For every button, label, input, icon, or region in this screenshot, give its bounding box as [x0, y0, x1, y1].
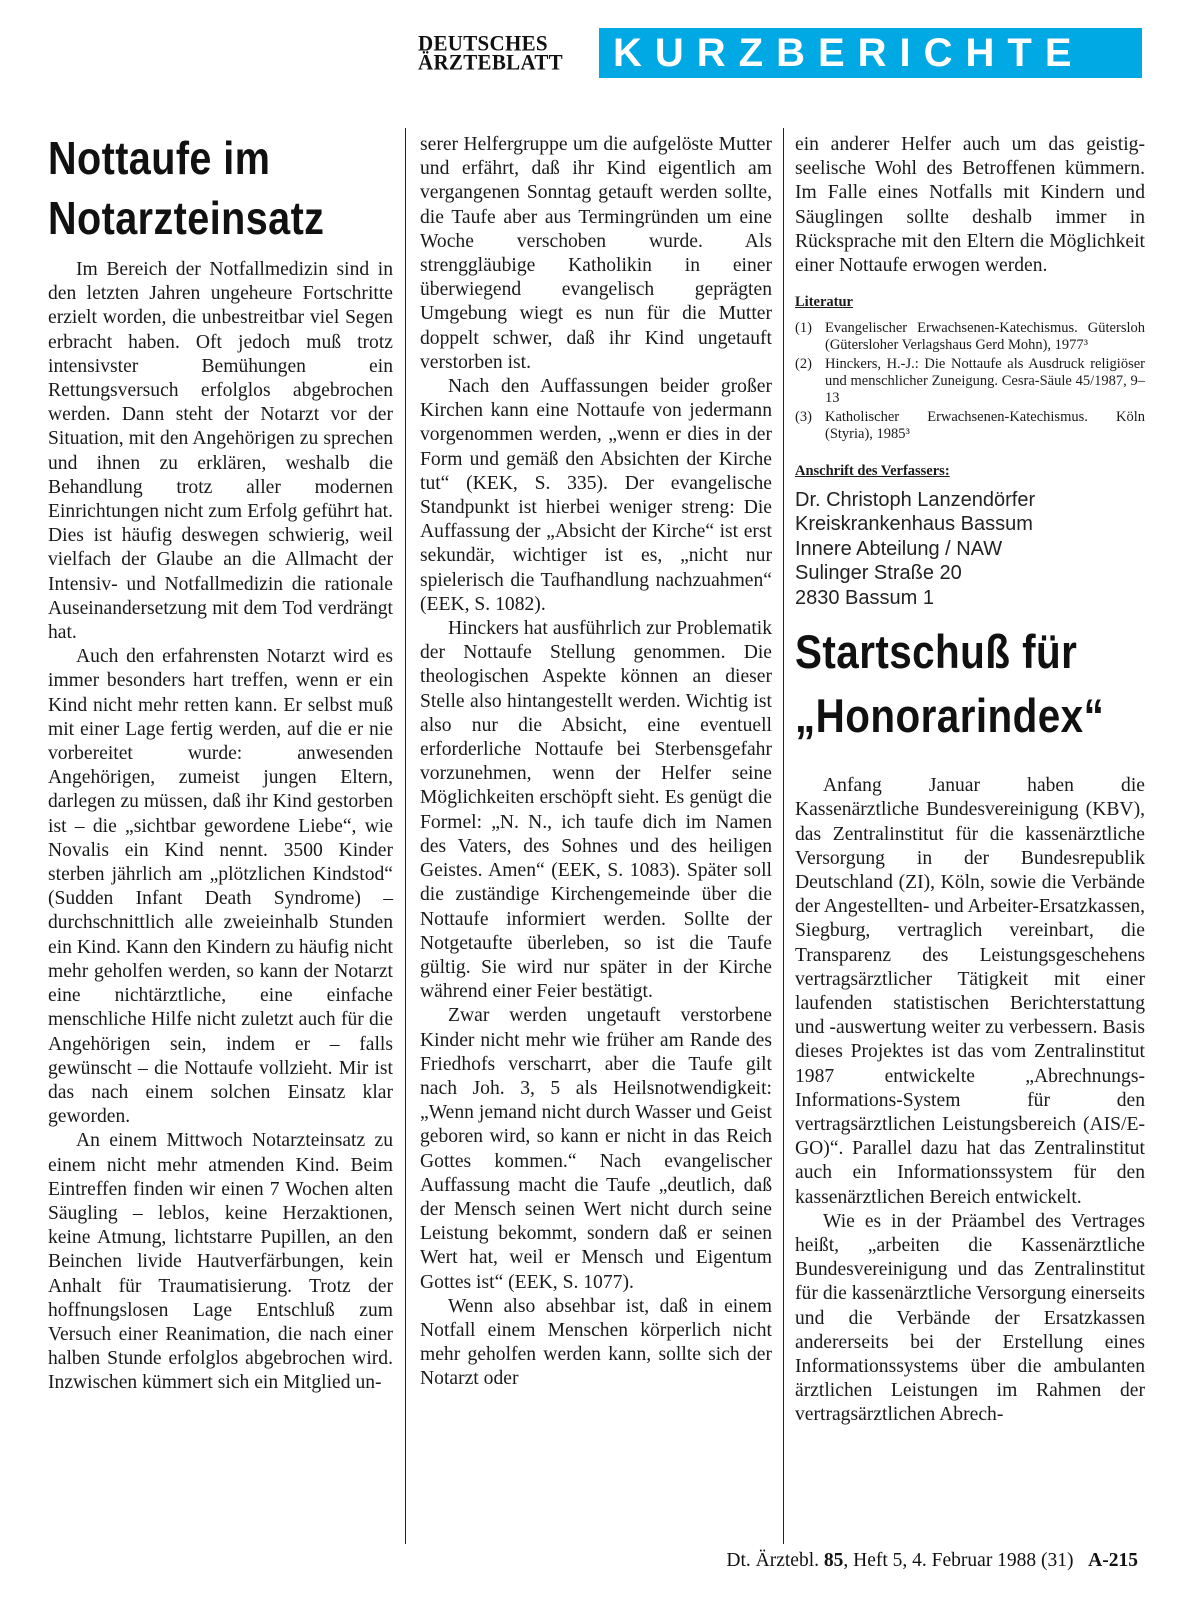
literature-number: (1)	[795, 320, 812, 337]
literature-number: (2)	[795, 356, 812, 373]
paragraph: An einem Mittwoch Notarzteinsatz zu einem nicht mehr atmenden Kind. Beim Eintreffen finden wir einen 7 Wochen alten Säugling – leblos, keine Herzaktionen, keine Atmung, lichtstarre Pupillen, an den Beinchen livide Hautverfärbungen, kein Anhalt für Traumatisierung. Trotz der hoffnungslosen Lage Entschluß zum Versuch einer Reanimation, die nach einer halben Stunde erfolglos abgebrochen wird. Inzwischen kümmert sich ein Mitglied un-	[48, 1130, 393, 1394]
column-3	[795, 133, 1145, 1428]
logo-line-2: ÄRZTEBLATT	[418, 49, 563, 75]
paragraph: Nach den Auffassungen beider großer Kirchen kann eine Nottaufe von jedermann vorgenommen werden, „wenn er dies in der Form und gemäß den Absichten der Kirche tut“ (KEK, S. 335). Der evangelische Standpunkt ist hierbei weniger streng: Die Auffassung der „Absicht der Kirche“ ist erst sekundär, wichtiger ist es, „nicht nur spielerisch die Taufhandlung nachzuahmen“ (EEK, S. 1082).	[420, 376, 772, 615]
title-line: Notarzteinsatz	[48, 192, 325, 244]
literature-item	[795, 409, 1145, 443]
literature-text: Hinckers, H.-J.: Die Nottaufe als Ausdruck religiöser und menschlicher Zuneigung. Cesra-Säule 45/1987, 9–13	[825, 356, 1145, 407]
paragraph: ein anderer Helfer auch um das geistig-seelische Wohl des Betroffenen kümmern. Im Falle eines Notfalls mit Kindern und Säuglingen sollte deshalb immer in Rücksprache mit den Eltern die Möglichkeit einer Nottaufe erwogen werden.	[795, 134, 1145, 277]
column-divider	[405, 128, 406, 1544]
address-heading: Anschrift des Verfassers:	[795, 463, 950, 480]
author-address	[795, 488, 1145, 611]
article-1-title	[48, 128, 345, 248]
address-line: Dr. Christoph Lanzendörfer	[795, 488, 1036, 511]
title-line: „Honorarindex“	[795, 689, 1105, 743]
literature-list	[795, 320, 1145, 443]
article-2-title	[795, 620, 1105, 748]
paragraph: serer Helfergruppe um die aufgelöste Mutter und erfährt, daß ihr Kind eigentlich am vergangenen Sonntag getauft werden sollte, die Taufe aber aus Termingründen um eine Woche verschoben wurde. Als strenggläubige Katholikin in einer überwiegend evangelisch geprägten Umgebung wiegt es nun für die Mutter doppelt schwer, daß ihr Kind ungetauft verstorben ist.	[420, 134, 772, 373]
address-line: Innere Abteilung / NAW	[795, 537, 1003, 560]
paragraph: Auch den erfahrensten Notarzt wird es immer besonders hart treffen, wenn er ein Kind nicht mehr retten kann. Er selbst muß mit einer Lage fertig werden, auf die er nie vorbereitet wurde: anwesenden Angehörigen, zumeist jungen Eltern, darlegen zu müssen, daß ihr Kind gestorben ist – die „sichtbar gewordene Liebe“, wie Novalis ein Kind nennt. 3500 Kinder sterben jährlich am „plötzlichen Kindstod“ (Sudden Infant Death Syndrome) – durchschnittlich alle zweieinhalb Stunden ein Kind. Kann den Kindern zu häufig nicht mehr geholfen werden, so kann der Notarzt eine nichtärztliche, eine einfache menschliche Hilfe nicht zuletzt auch für die Angehörigen sein, indem er – falls gewünscht – die Nottaufe vollzieht. Mir ist das nach einem solchen Einsatz klar geworden.	[48, 646, 393, 1128]
title-line: Nottaufe im	[48, 132, 271, 184]
logo-line-1: DEUTSCHES	[418, 30, 548, 56]
literature-item	[795, 320, 1145, 354]
address-line: Kreiskrankenhaus Bassum	[795, 513, 1033, 536]
paragraph: Wenn also absehbar ist, daß in einem Notfall einem Menschen körperlich nicht mehr geholfen werden kann, sollte sich der Notarzt oder	[420, 1295, 772, 1390]
citation-volume: 85	[823, 1550, 844, 1571]
paragraph: Wie es in der Präambel des Vertrages heißt, „arbeiten die Kassenärztliche Bundesvereinigung und das Zentralinstitut für die kassenärztliche Versorgung einerseits und die Verbände der Ersatzkassen andererseits bei der Erstellung eines Informationssystems über die ambulanten ärztlichen Leistungen im Rahmen der vertragsärztlichen Abrech-	[795, 1210, 1145, 1426]
citation-issue: , Heft 5, 4. Februar 1988 (31)	[843, 1550, 1074, 1571]
paragraph: Hinckers hat ausführlich zur Problematik der Nottaufe Stellung genommen. Die theologischen Aspekte können an dieser Stelle also hintangestellt werden. Wichtig ist also nur die Absicht, eine eventuell erforderliche Nottaufe bei Sterbensgefahr vorzunehmen, wenn der Helfer seine Möglichkeiten erschöpft sieht. Es genügt die Formel: „N. N., ich taufe dich im Namen des Vaters, des Sohnes und des heiligen Geistes. Amen“ (EEK, S. 1083). Später soll die zuständige Kirchengemeinde über die Nottaufe informiert werden. Sollte der Notgetaufte überleben, so ist die Taufe gültig. Sie wird nur später in der Kirche während einer Feier bestätigt.	[420, 618, 772, 1003]
address-line: 2830 Bassum 1	[795, 586, 934, 609]
citation-prefix: Dt. Ärztebl.	[726, 1550, 824, 1571]
paragraph: Im Bereich der Notfallmedizin sind in den letzten Jahren ungeheure Fortschritte erzielt worden, die unbestreitbar viel Segen erbracht haben. Oft jedoch muß trotz intensivster Bemühungen ein Rettungsversuch erfolglos abgebrochen werden. Dann steht der Notarzt vor der Situation, mit den Angehörigen zu sprechen und ihnen zu erklären, weshalb die Behandlung trotz aller modernen Einrichtungen nicht zum Erfolg geführt hat. Dies ist häufig deswegen schwierig, weil vielfach der Glaube an die Allmacht der Intensiv- und Notfallmedizin die rationale Auseinandersetzung mit dem Tod verdrängt hat.	[48, 259, 393, 644]
paragraph: Zwar werden ungetauft verstorbene Kinder nicht mehr wie früher am Rande des Friedhofs verscharrt, aber die Taufe gilt nach Joh. 3, 5 als Heilsnotwendigkeit: „Wenn jemand nicht durch Wasser und Geist geboren wird, so kann er nicht in das Reich Gottes kommen.“ Nach evangelischer Auffassung macht die Taufe „deutlich, daß der Mensch seinen Wert nicht durch seine Leistung bekommt, sondern daß er seinen Wert hat, weil er Mensch und Eigentum Gottes ist“ (EEK, S. 1077).	[420, 1005, 772, 1293]
literature-text: Katholischer Erwachsenen-Katechismus. Köln (Styria), 1985³	[825, 409, 1145, 443]
literature-number: (3)	[795, 409, 812, 426]
page-footer	[726, 1550, 1138, 1572]
title-line: Startschuß für	[795, 625, 1078, 679]
column-divider	[783, 128, 784, 1544]
address-line: Sulinger Straße 20	[795, 562, 962, 585]
journal-logo	[418, 30, 596, 75]
literature-heading: Literatur	[795, 294, 853, 311]
masthead	[418, 28, 1142, 82]
page-number: A-215	[1088, 1550, 1138, 1571]
literature-text: Evangelischer Erwachsenen-Katechismus. Gütersloh (Gütersloher Verlagshaus Gerd Mohn), 1977³	[825, 320, 1145, 354]
column-2	[420, 133, 772, 1392]
literature-item	[795, 356, 1145, 407]
section-banner: KURZBERICHTE	[599, 28, 1142, 78]
column-1	[48, 130, 393, 1396]
paragraph: Anfang Januar haben die Kassenärztliche Bundesvereinigung (KBV), das Zentralinstitut für die kassenärztliche Versorgung in der Bundesrepublik Deutschland (ZI), Köln, sowie die Verbände der Angestellten- und Arbeiter-Ersatzkassen, Siegburg, vertraglich vereinbart, die Transparenz des Leistungsgeschehens vertragsärztlicher Tätigkeit mit einer laufenden statistischen Berichterstattung und -auswertung weiter zu verbessern. Basis dieses Projektes ist das vom Zentralinstitut 1987 entwickelte „Abrechnungs-Informations-System für den vertragsärztlichen Leistungsbereich (AIS/E-GO)“. Parallel dazu hat das Zentralinstitut auch ein Informationssystem für den kassenärztlichen Bereich entwickelt.	[795, 775, 1145, 1208]
